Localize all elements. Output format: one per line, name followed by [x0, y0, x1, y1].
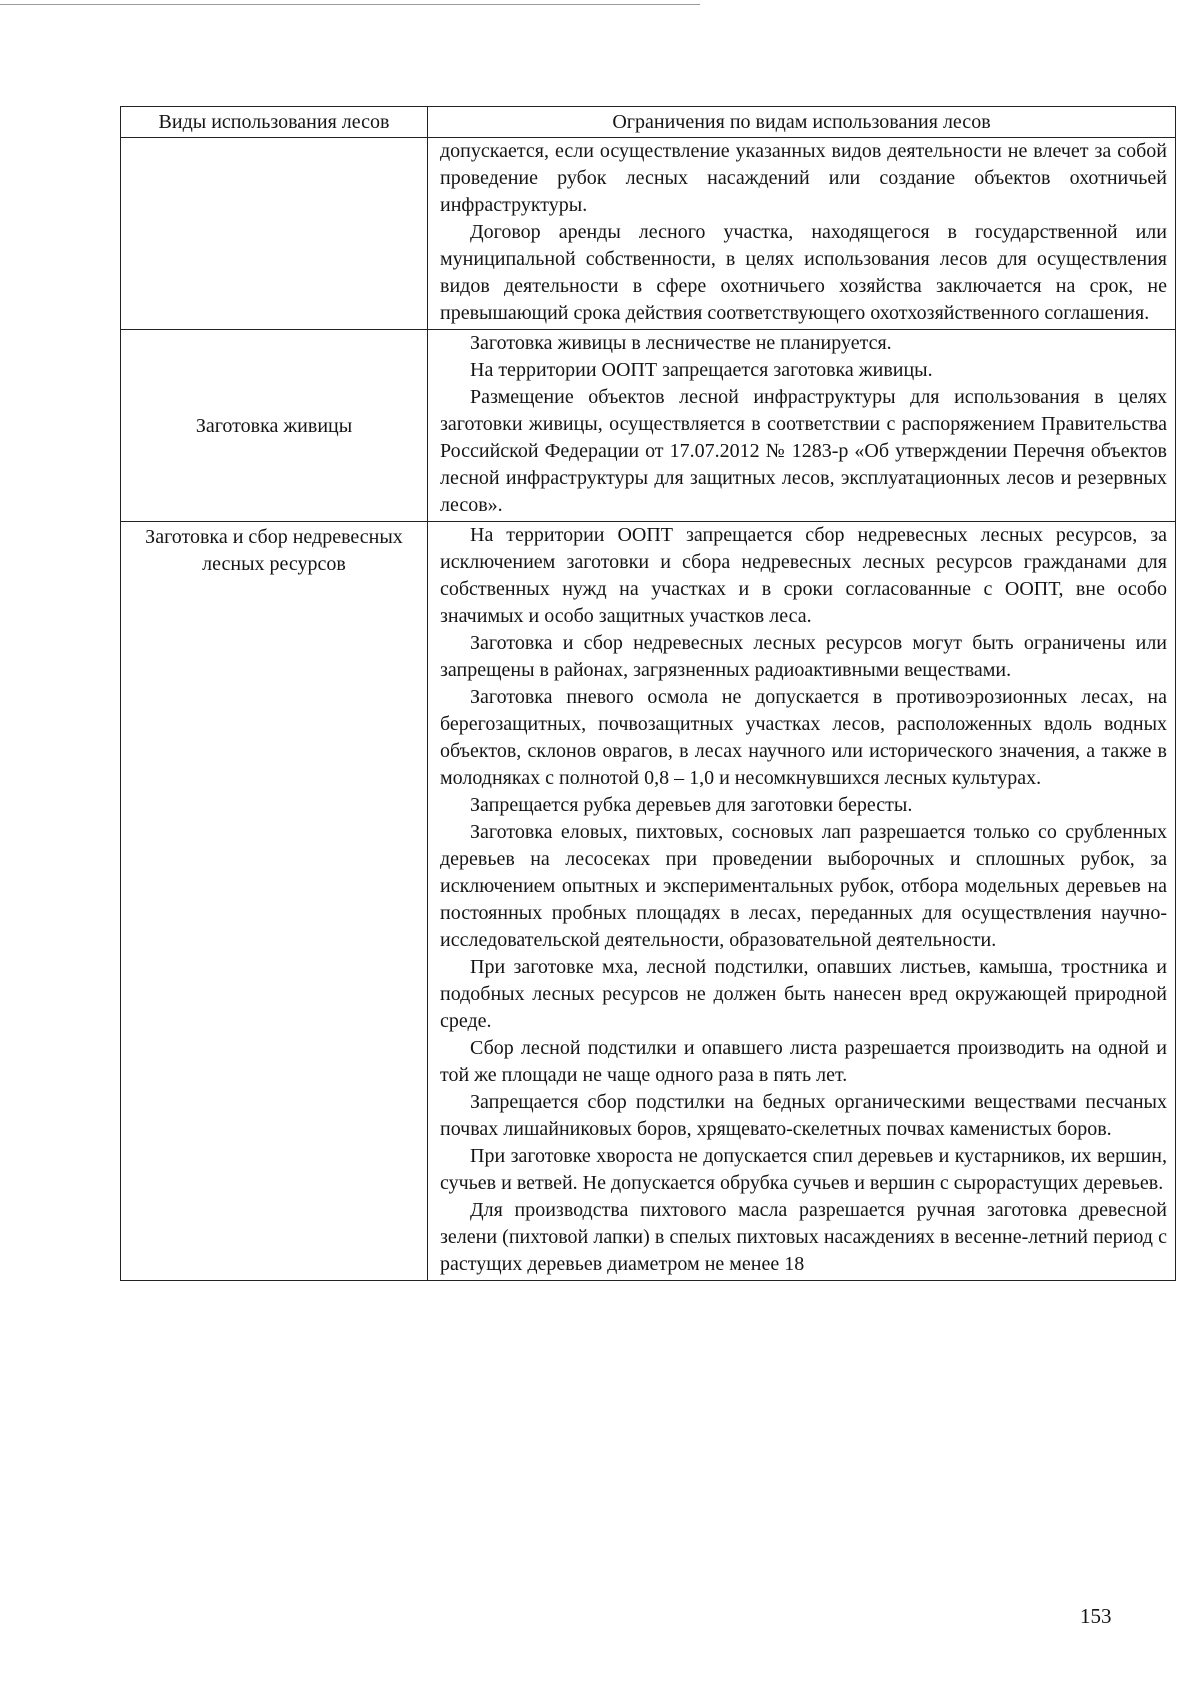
restriction-paragraph: Сбор лесной подстилки и опавшего листа разрешается производить на одной и той же площади не чаще одного раза в пять лет. [440, 1037, 1167, 1086]
row-restrictions-cell [428, 138, 1176, 330]
scan-edge-line [0, 4, 700, 5]
restriction-paragraph: Заготовка пневого осмола не допускается в противоэрозионных лесах, на берегозащитных, почвозащитных участках лесов, расположенных вдоль водных объектов, склонов оврагов, в лесах научного или исторического значения, а также в молодняках с полнотой 0,8 – 1,0 и несомкнувшихся лесных культурах. [440, 686, 1167, 789]
table-header-row [121, 107, 1176, 138]
restriction-paragraph: Договор аренды лесного участка, находящегося в государственной или муниципальной собственности, в целях использования лесов для осуществления видов деятельности в сфере охотничьего хозяйства заключается на срок, не превышающий срока действия соответствующего охотхозяйственного соглашения. [440, 221, 1167, 324]
restriction-paragraph: допускается, если осуществление указанных видов деятельности не влечет за собой проведение рубок лесных насаждений или создание объектов охотничьей инфраструктуры. [440, 140, 1167, 216]
page-number: 153 [1080, 1604, 1112, 1628]
table-row [121, 330, 1176, 522]
restriction-paragraph: Заготовка живицы в лесничестве не планируется. [470, 332, 892, 354]
restriction-paragraph: На территории ООПТ запрещается заготовка живицы. [470, 359, 933, 381]
restriction-paragraph: При заготовке хвороста не допускается спил деревьев и кустарников, их вершин, сучьев и ветвей. Не допускается обрубка сучьев и вершин с сырорастущих деревьев. [440, 1145, 1167, 1194]
row-kind-cell: Заготовка живицы [121, 330, 428, 522]
restriction-paragraph: Заготовка и сбор недревесных лесных ресурсов могут быть ограничены или запрещены в районах, загрязненных радиоактивными веществами. [440, 632, 1167, 681]
header-restrictions: Ограничения по видам использования лесов [428, 107, 1176, 138]
forest-use-restrictions-table [120, 106, 1176, 1281]
restriction-paragraph: Заготовка еловых, пихтовых, сосновых лап разрешается только со срубленных деревьев на лесосеках при проведении выборочных и сплошных рубок, за исключением опытных и экспериментальных рубок, отбора модельных деревьев на постоянных пробных площадях в лесах, переданных для осуществления научно-исследовательской деятельности, образовательной деятельности. [440, 821, 1167, 951]
row-kind-cell: Заготовка и сбор недревесных лесных ресурсов [121, 522, 428, 1281]
table-row [121, 522, 1176, 1281]
restriction-paragraph: На территории ООПТ запрещается сбор недревесных лесных ресурсов, за исключением заготовки и сбора недревесных лесных ресурсов гражданами для собственных нужд на участках и в сроки согласованные с ООПТ, вне особо значимых и особо защитных участков леса. [440, 524, 1167, 627]
restriction-paragraph: Запрещается рубка деревьев для заготовки бересты. [470, 794, 913, 816]
restriction-paragraph: Размещение объектов лесной инфраструктуры для использования в целях заготовки живицы, осуществляется в соответствии с распоряжением Правительства Российской Федерации от 17.07.2012 № 1283-р «Об утверждении Перечня объектов лесной инфраструктуры для защитных лесов, эксплуатационных лесов и резервных лесов». [440, 386, 1167, 516]
row-restrictions-cell [428, 522, 1176, 1281]
restriction-paragraph: Для производства пихтового масла разрешается ручная заготовка древесной зелени (пихтовой лапки) в спелых пихтовых насаждениях в весенне-летний период с растущих деревьев диаметром не менее 18 [440, 1199, 1167, 1275]
row-restrictions-cell [428, 330, 1176, 522]
row-kind-cell [121, 138, 428, 330]
header-kinds: Виды использования лесов [121, 107, 428, 138]
table-row [121, 138, 1176, 330]
restriction-paragraph: При заготовке мха, лесной подстилки, опавших листьев, камыша, тростника и подобных лесных ресурсов не должен быть нанесен вред окружающей природной среде. [440, 956, 1167, 1032]
restriction-paragraph: Запрещается сбор подстилки на бедных органическими веществами песчаных почвах лишайниковых боров, хрящевато-скелетных почвах каменистых боров. [440, 1091, 1167, 1140]
